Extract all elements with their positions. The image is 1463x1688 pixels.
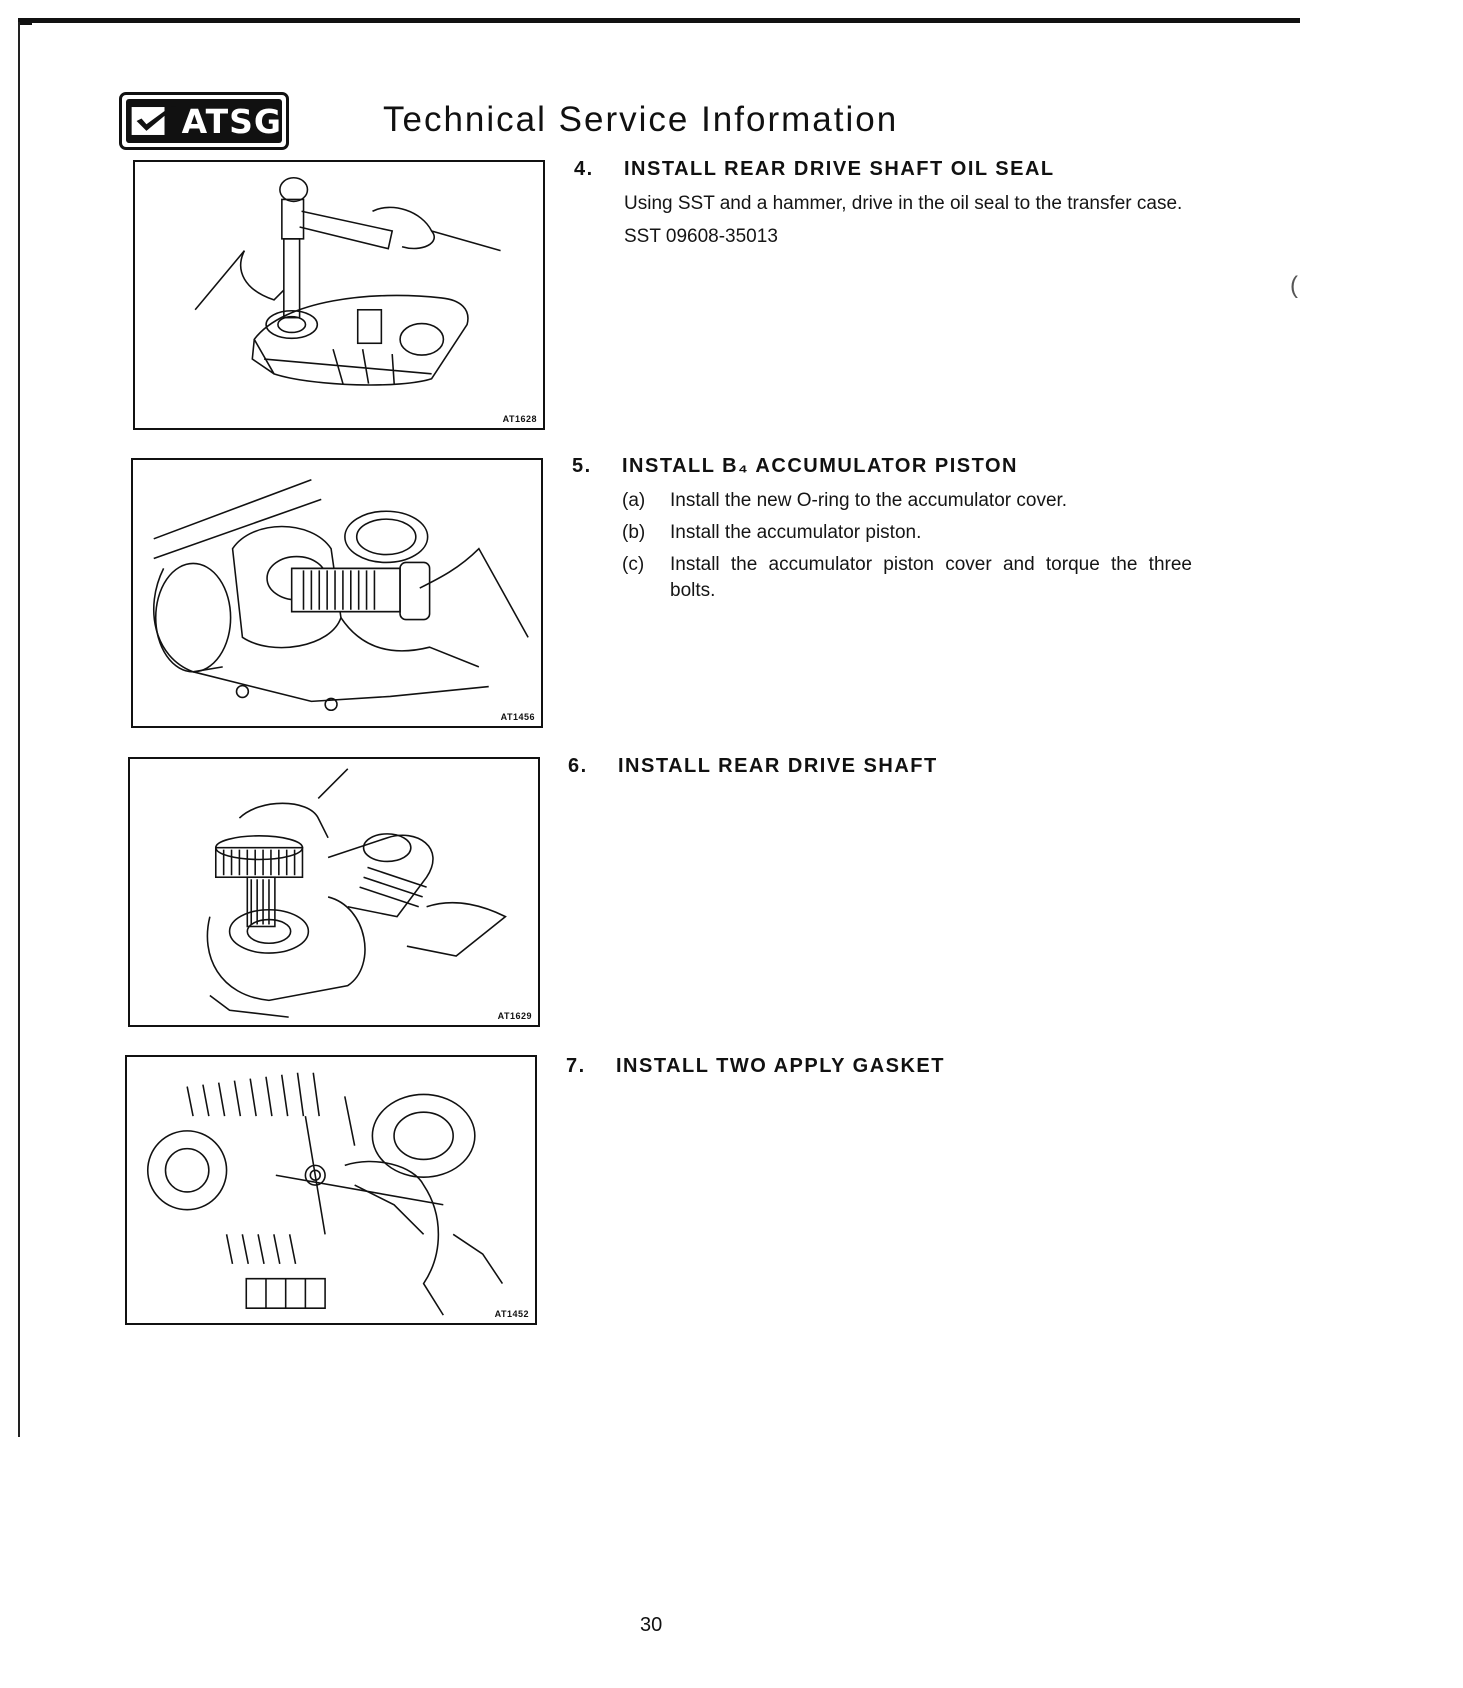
sst-number: SST 09608-35013 [624,226,778,247]
substep-text: Install the accumulator piston. [670,522,922,543]
step-6 [568,755,1188,778]
page-number: 30 [640,1614,663,1636]
top-border-rule [18,18,1300,23]
step-number: 6. [568,755,588,777]
substep-a [622,488,1192,514]
figure-oil-seal-install [133,160,545,430]
substep-label: (c) [622,554,645,575]
oil-seal-illustration [135,162,543,428]
step-title: INSTALL REAR DRIVE SHAFT OIL SEAL [624,158,1055,180]
step-paragraph: Using SST and a hammer, drive in the oil seal to the transfer case. [624,193,1183,214]
margin-mark: ( [1290,272,1298,299]
figure-accumulator-piston [131,458,543,728]
accumulator-piston-illustration [133,460,541,726]
step-number: 7. [566,1055,586,1077]
atsg-logo [119,92,289,150]
substep-label: (a) [622,490,646,511]
top-border-tick [18,22,32,25]
figure-code: AT1456 [500,712,535,722]
substep-b [622,520,1192,546]
step-title: INSTALL REAR DRIVE SHAFT [618,755,938,777]
step-number: 5. [572,455,592,477]
substep-text: Install the new O-ring to the accumulator cover. [670,490,1068,511]
logo-text: ATSG [181,101,282,141]
step-title: INSTALL TWO APPLY GASKET [616,1055,945,1077]
figure-two-apply-gasket [125,1055,537,1325]
step-5 [572,455,1192,610]
figure-code: AT1452 [494,1309,529,1319]
substep-c [622,552,1192,604]
step-number: 4. [574,158,594,180]
step-4 [574,158,1194,257]
step-title: INSTALL B₄ ACCUMULATOR PISTON [622,455,1018,477]
rear-drive-shaft-illustration [130,759,538,1025]
substep-label: (b) [622,522,646,543]
substep-text: Install the accumulator piston cover and torque the three bolts. [670,554,1192,601]
left-border-rule [18,22,20,1437]
figure-code: AT1628 [502,414,537,424]
two-apply-gasket-illustration [127,1057,535,1323]
page-title: Technical Service Information [383,100,899,139]
figure-rear-drive-shaft [128,757,540,1027]
checkmark-icon [130,101,178,141]
step-7 [566,1055,1186,1078]
figure-code: AT1629 [497,1011,532,1021]
